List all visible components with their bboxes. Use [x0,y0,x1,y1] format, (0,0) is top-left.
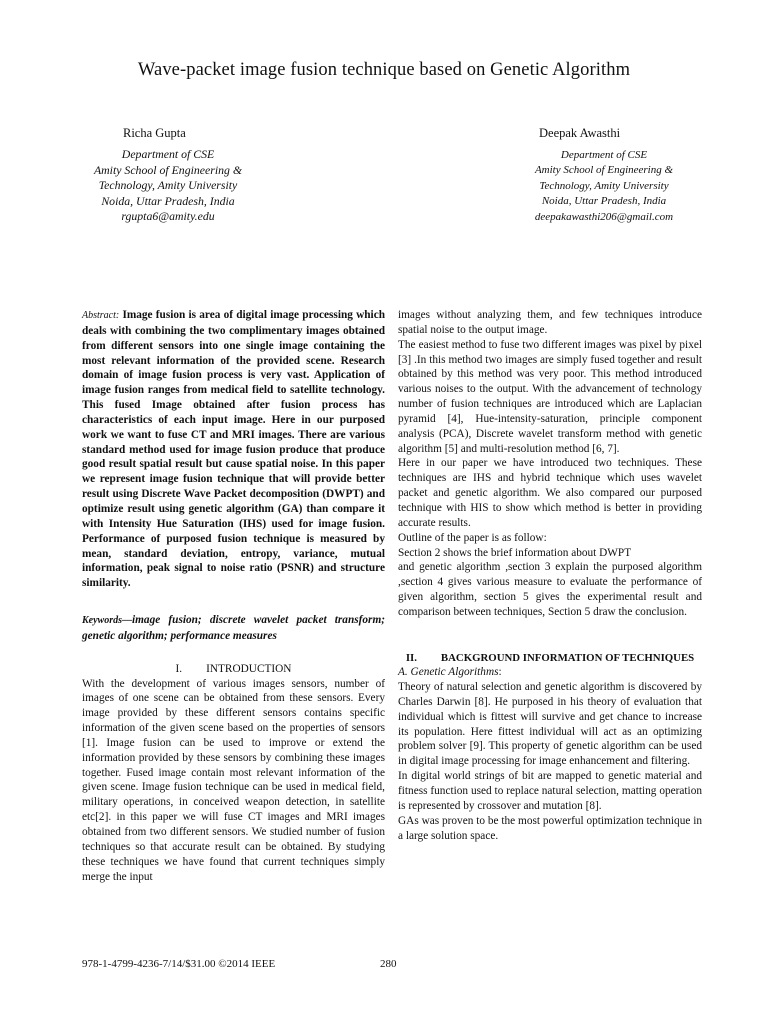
author-affiliation-2 [504,148,704,225]
author-name-2: Deepak Awasthi [539,126,621,140]
page-number: 280 [380,958,397,970]
section-number: I. [175,662,183,675]
affil-line: Noida, Uttar Pradesh, India [101,193,235,208]
paragraph: In digital world strings of bit are mapped to genetic material and fitness function used to replace natural selection, matting operation is represented by crossover and mutation [8]. [398,770,702,812]
affil-line: Technology, Amity University [98,178,238,193]
abstract [82,308,385,591]
subsection-colon: : [498,666,502,679]
keywords [82,613,385,644]
author-email: deepakawasthi206@gmail.com [534,210,674,223]
author-affiliation-1 [52,147,284,225]
keywords-label: Keywords— [82,615,132,627]
paragraph: and genetic algorithm ,section 3 explain the purposed algorithm ,section 4 gives various measure to evaluate the performance of given algorithm, section 5 gives the experimental result and comparison between techniques, Section 5 draw the conclusion. [398,561,702,618]
affil-line: Amity School of Engineering & [93,162,243,177]
abstract-text: Image fusion is area of digital image processing which deals with combining the two complimentary images obtained from different sensors into one single image containing the most relevant information of the provided scene. Research domain of image fusion process is very vast. Application of image fusion ranges from medical field to satellite technology. This fused Image obtained after fusion process has characteristics of each input image. Here in our purposed work we want to fuse CT and MRI images. There are various standard method used for image fusion produce that produce good result spatial result but cause spatial noise. In this paper we represent image fusion technique that will provide better result using Discrete Wave Packet decomposition (DWPT) and optimize result using genetic algorithm (GA) than compare it with Intensity Hue Saturation (IHS) used for image fusion. Performance of purposed fusion technique is measured by mean, standard deviation, entropy, variance, mutual information, peak signal to noise ratio (PSNR) and structure similarity. [82,309,385,590]
section-number: II. [405,651,417,664]
footer-isbn: 978-1-4799-4236-7/14/$31.00 ©2014 IEEE [82,958,276,970]
subsection-heading [398,665,702,680]
keywords-text: image fusion; discrete wavelet packet transform; genetic algorithm; performance measures [82,614,385,642]
paragraph: GAs was proven to be the most powerful optimization technique in a large solution space. [398,814,702,842]
paragraph: Here in our paper we have introduced two techniques. These techniques are IHS and hybrid technique which uses wavelet packet and genetic algorithm. We also compared our purposed technique with HIS to show which method is better in providing accurate results. [398,457,702,529]
introduction-text: With the development of various images sensors, number of images of one scene can be obtained from these sensors. Every image provided by these different sensors contains specific information of the given scene based on the properties of sensors [1]. Image fusion can be used to improve or extend the information provided by these sensors by combining these images together. Fused image contain most relevant information of the given scene. Image fusion technique can be used in medical field, military operations, in conceived weapon detection, in satellite etc[2]. in this paper we will fuse CT images and MRI images obtained from two different sensors. We studied number of fusion techniques so that accurate result can be obtained. By studying these techniques we have found that current techniques simply merge the input [82,677,385,883]
affil-line: Amity School of Engineering & [534,164,674,177]
section-title: INTRODUCTION [206,662,292,675]
left-column [82,308,385,884]
paragraph: Outline of the paper is as follow: [398,531,547,544]
section-heading-background [398,652,702,666]
affil-line: Noida, Uttar Pradesh, India [541,195,667,208]
affil-line: Department of CSE [560,149,648,161]
author-name-1: Richa Gupta [123,126,186,140]
right-column [398,308,702,843]
affil-line: Department of CSE [121,147,215,161]
paragraph: Section 2 shows the brief information about DWPT [398,546,632,559]
abstract-label: Abstract: [82,310,120,321]
paragraph: Theory of natural selection and genetic algorithm is discovered by Charles Darwin [8]. He purposed in his theory of evaluation that individual which is fittest will survive and get chance to increase its population. Here fittest individual will act as an optimizing problem solver [9]. This property of genetic algorithm can be used in digital image processing for image enhancement and filtering. [398,681,702,768]
section-heading-introduction [82,662,385,677]
paragraph: images without analyzing them, and few techniques introduce spatial noise to the output image. [398,309,702,336]
subsection-title: A. Genetic Algorithms [398,666,499,679]
section-title: BACKGROUND INFORMATION OF TECHNIQUES [440,651,695,664]
paragraph: The easiest method to fuse two different images was pixel by pixel [3] .In this method two images are simply fused together and result obtained by this method was very poor. This method introduced various noises to the output. With the advancement of technology number of fusion techniques are introduced which are Laplacian pyramid [4], Hue-intensity-saturation, principle component analysis (PCA), Discrete wavelet transform method with genetic algorithm [5] and multi-resolution method [6, 7]. [398,338,702,455]
paper-title: Wave-packet image fusion technique based on Genetic Algorithm [137,60,631,80]
author-email: rgupta6@amity.edu [121,209,215,224]
affil-line: Technology, Amity University [539,179,669,192]
